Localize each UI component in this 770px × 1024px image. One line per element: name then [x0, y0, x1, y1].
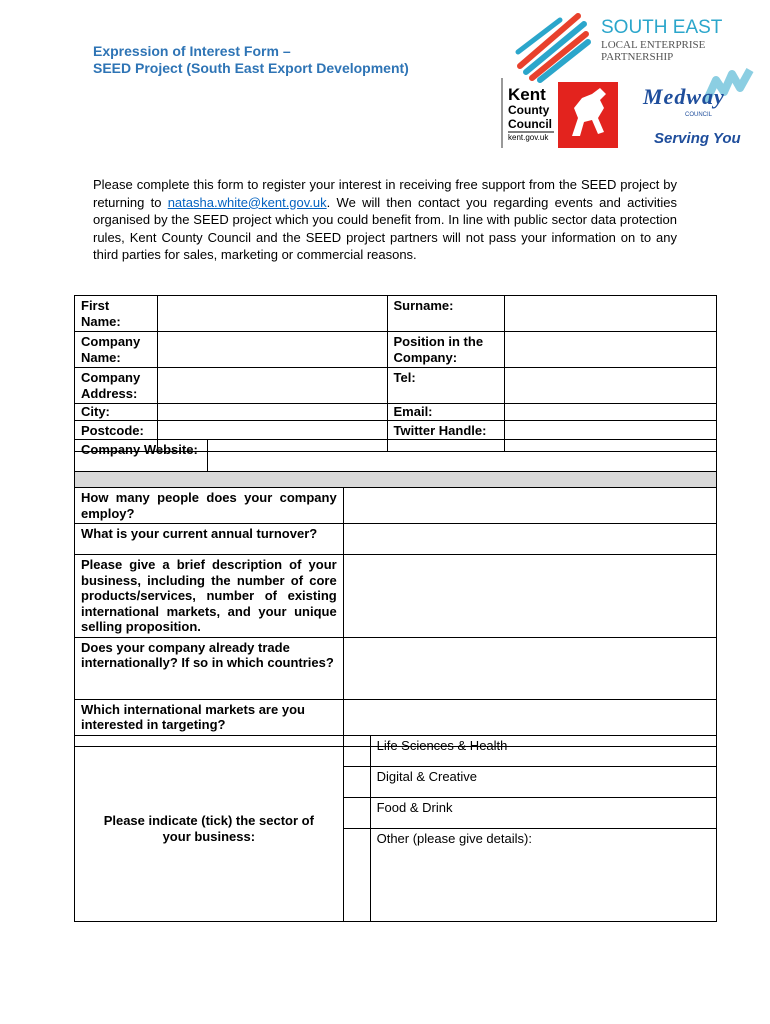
kent-line-3: Council	[508, 117, 552, 131]
contact-details-table	[74, 295, 717, 452]
postcode-label: Postcode:	[75, 420, 158, 451]
position-label: Position in the Company:	[387, 332, 505, 368]
sector-checkbox-digital[interactable]	[343, 767, 370, 798]
sector-checkbox-food[interactable]	[343, 798, 370, 829]
email-field[interactable]	[505, 404, 717, 421]
twitter-label: Twitter Handle:	[387, 420, 505, 451]
title-line-2: SEED Project (South East Export Development)	[93, 60, 409, 76]
sector-checkbox-life-sciences[interactable]	[343, 736, 370, 767]
city-field[interactable]	[157, 404, 387, 421]
sector-checkbox-other[interactable]	[343, 829, 370, 922]
kent-line-1: Kent	[508, 85, 546, 104]
sector-option-other[interactable]: Other (please give details):	[370, 829, 716, 922]
selep-line-1: SOUTH EAST	[601, 17, 723, 38]
intro-paragraph	[93, 176, 677, 264]
surname-field[interactable]	[505, 296, 717, 332]
sector-prompt: Please indicate (tick) the sector of your business:	[75, 736, 344, 922]
tel-label: Tel:	[387, 368, 505, 404]
city-label: City:	[75, 404, 158, 421]
turnover-answer[interactable]	[343, 524, 716, 555]
kent-url: kent.gov.uk	[508, 133, 549, 142]
business-questions-table	[74, 487, 717, 747]
intro-text-1: Please complete this form to register your interest in receiving free support from the SEED project by returning to	[93, 177, 677, 210]
website-field[interactable]	[207, 440, 716, 472]
employees-question: How many people does your company employ?	[75, 488, 344, 524]
title-line-1: Expression of Interest Form –	[93, 43, 291, 59]
form-title	[93, 43, 409, 77]
contact-email-link[interactable]: natasha.white@kent.gov.uk	[167, 194, 327, 210]
email-label: Email:	[387, 404, 505, 421]
section-divider	[75, 472, 717, 488]
company-address-field[interactable]	[157, 368, 387, 404]
medway-name: Medway	[643, 84, 725, 109]
surname-label: Surname:	[387, 296, 505, 332]
sector-option-food: Food & Drink	[370, 798, 716, 829]
turnover-question: What is your current annual turnover?	[75, 524, 344, 555]
medway-tagline: Serving You	[654, 130, 741, 147]
description-answer[interactable]	[343, 555, 716, 638]
first-name-field[interactable]	[157, 296, 387, 332]
employees-answer[interactable]	[343, 488, 716, 524]
medway-council: COUNCIL	[685, 112, 713, 118]
first-name-label: First Name:	[75, 296, 158, 332]
trade-answer[interactable]	[343, 637, 716, 699]
company-name-label: Company Name:	[75, 332, 158, 368]
position-field[interactable]	[505, 332, 717, 368]
kent-horse-icon	[558, 82, 618, 148]
partner-logos	[500, 8, 765, 158]
website-table	[74, 439, 717, 488]
description-question: Please give a brief description of your business, including the number of core products/services, number of existing international markets, and your unique selling proposition.	[75, 555, 344, 638]
sector-option-life-sciences: Life Sciences & Health	[370, 736, 716, 767]
tel-field[interactable]	[505, 368, 717, 404]
selep-line-2: LOCAL ENTERPRISE	[601, 39, 706, 51]
company-name-field[interactable]	[157, 332, 387, 368]
selep-line-3: PARTNERSHIP	[601, 51, 674, 63]
company-address-label: Company Address:	[75, 368, 158, 404]
trade-question: Does your company already trade internationally? If so in which countries?	[75, 637, 344, 699]
selep-logo-icon	[518, 16, 588, 80]
sector-table	[74, 735, 717, 922]
website-label: Company Website:	[75, 440, 208, 472]
kent-line-2: County	[508, 103, 550, 117]
sector-option-digital: Digital & Creative	[370, 767, 716, 798]
markets-question: Which international markets are you interested in targeting?	[75, 699, 344, 746]
intro-text-2: . We will then contact you regarding events and activities organised by the SEED project which you could benefit from. In line with public sector data protection rules, Kent County Council and the SEED project partners will not pass your information on to any third parties for sales, marketing or commercial reasons.	[93, 194, 677, 263]
